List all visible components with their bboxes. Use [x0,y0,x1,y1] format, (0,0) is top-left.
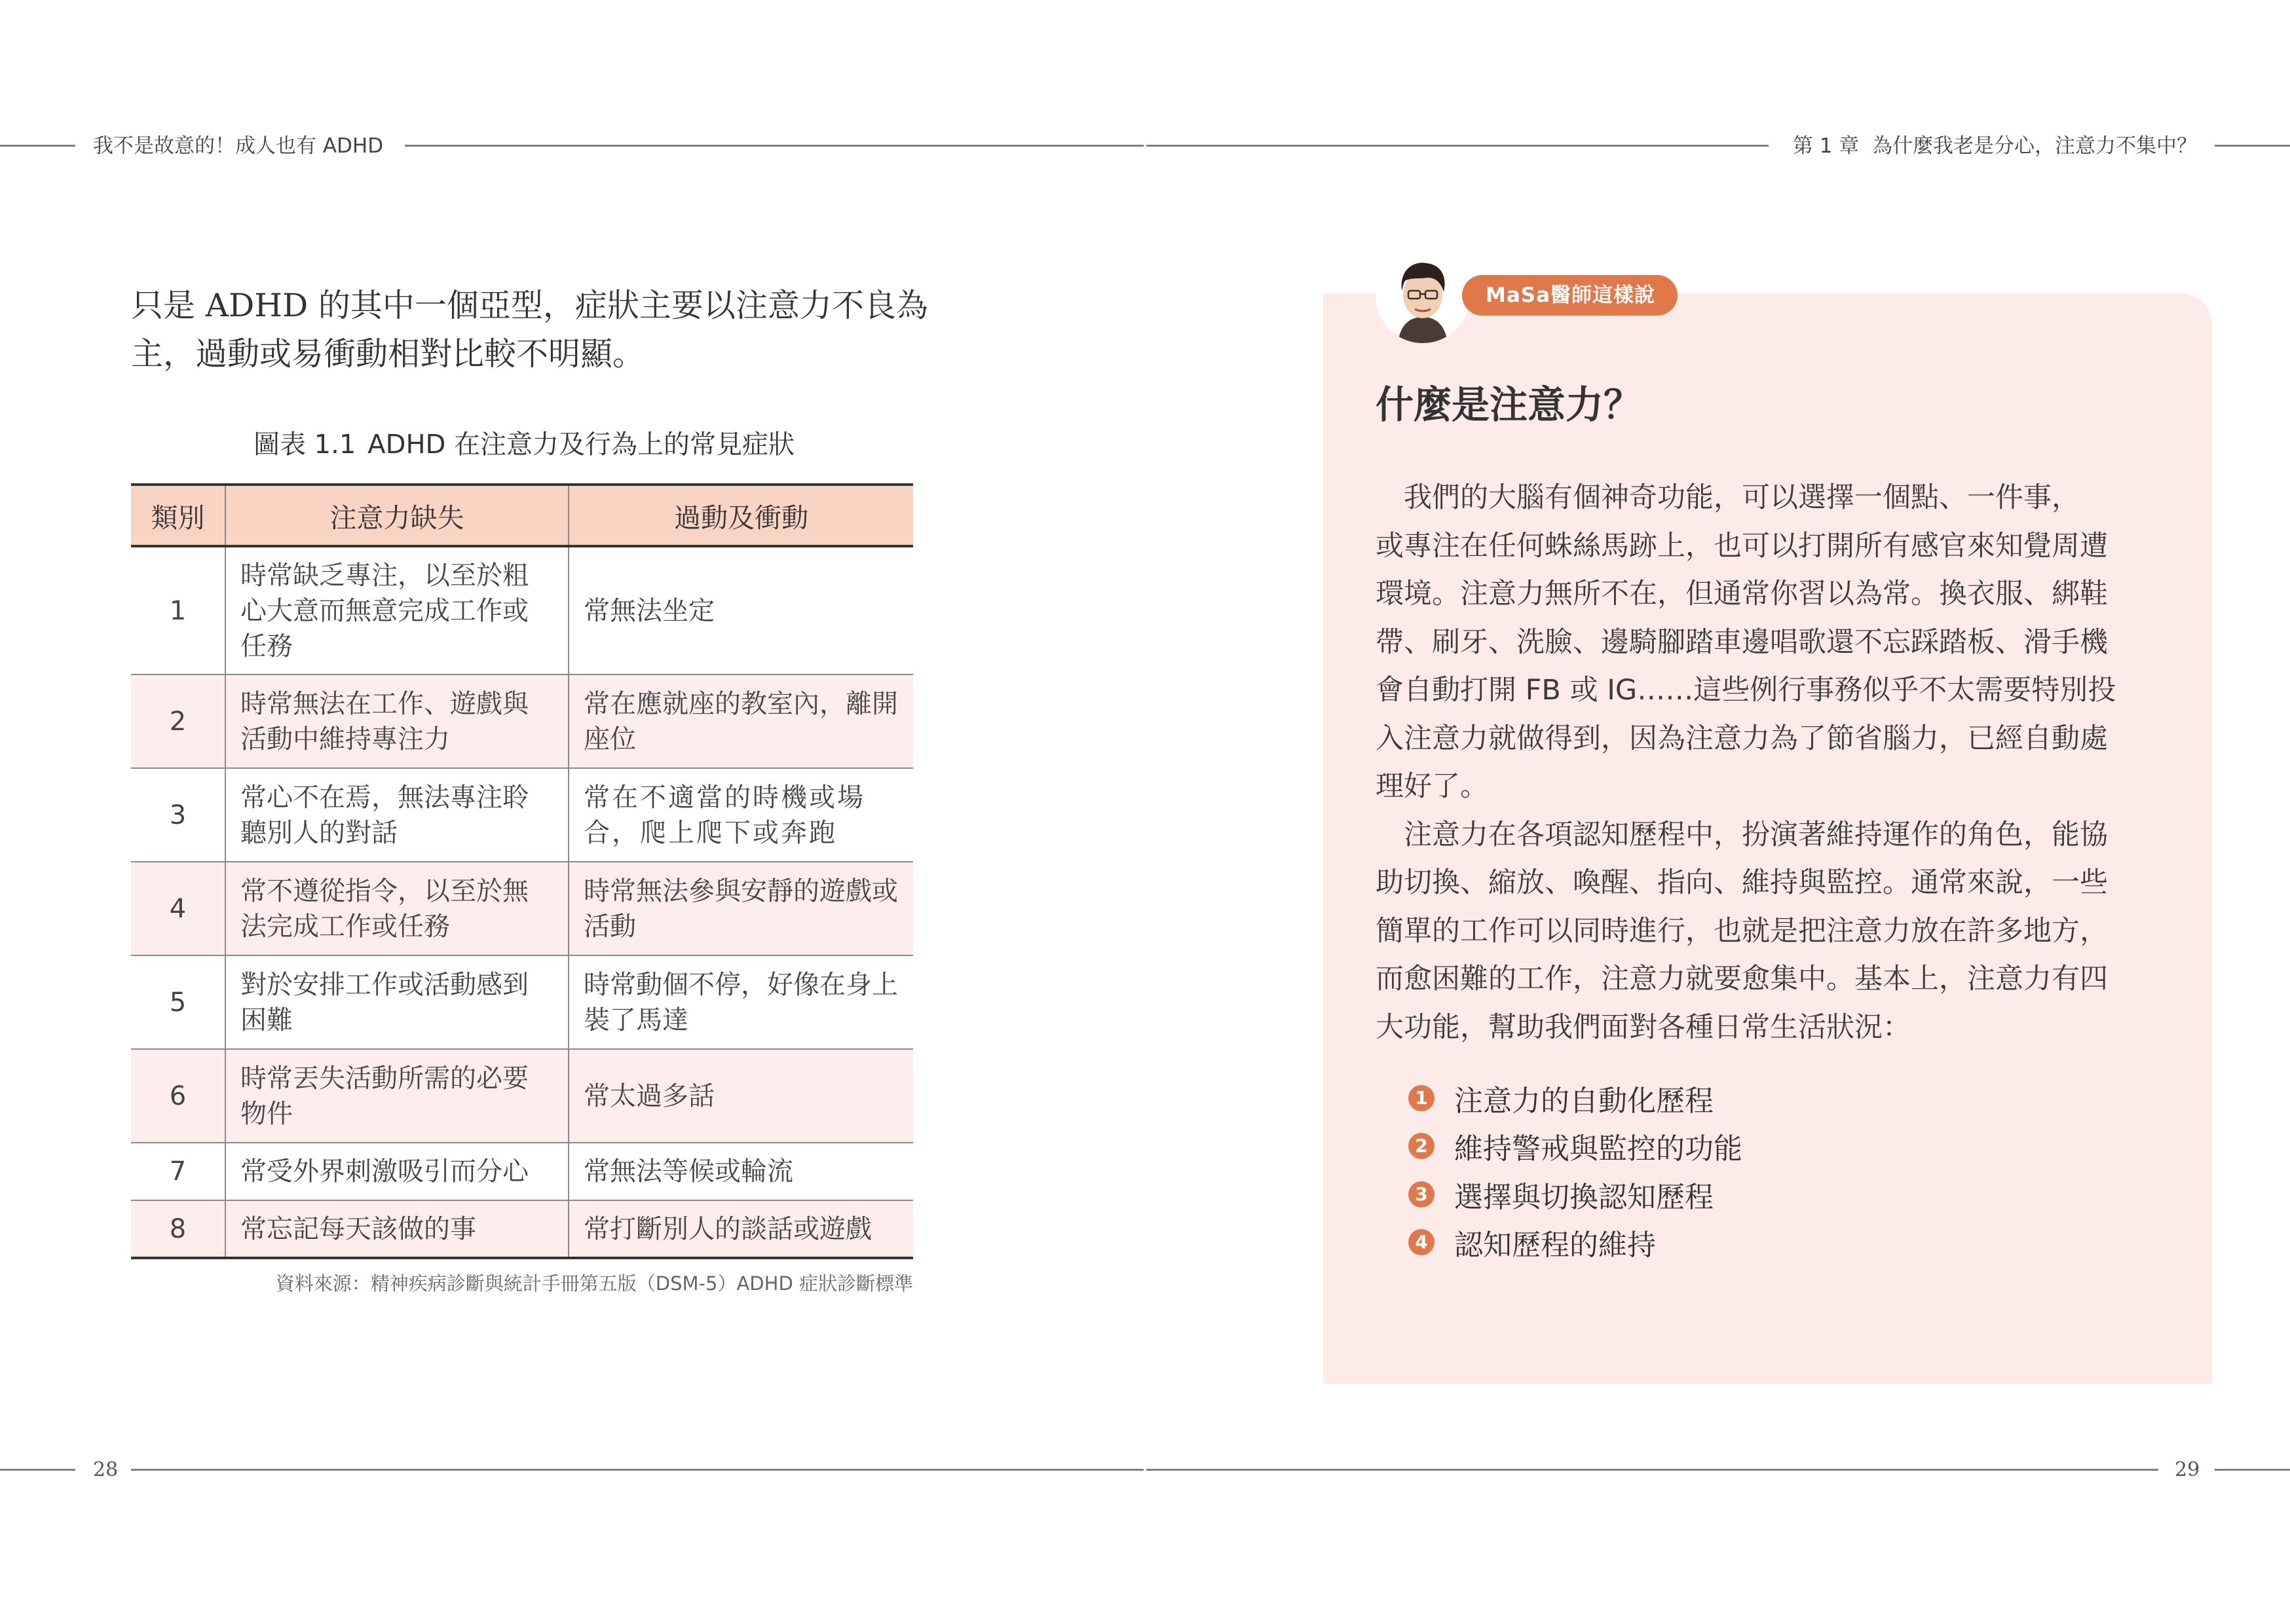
hyperactivity-cell: 常打斷別人的談話或遊戲 [569,1200,913,1258]
body-line: 帶、刷牙、洗臉、邊騎腳踏車邊唱歌還不忘踩踏板、滑手機 [1376,625,2108,659]
column-header-hyperactivity: 過動及衝動 [569,485,913,546]
symptom-table [131,483,913,1259]
column-header-attention: 注意力缺失 [225,485,569,546]
list-item [1408,1219,1742,1267]
list-item-text: 注意力的自動化歷程 [1454,1084,1714,1118]
hyperactivity-cell: 時常無法參與安靜的遊戲或活動 [569,862,913,955]
footer-rule-left-outer [0,1469,75,1471]
table-row [131,955,913,1049]
attention-cell: 常不遵從指令，以至於無法完成工作或任務 [225,862,569,955]
body-line: 理好了。 [1376,770,1488,803]
body-line: 入注意力就做得到，因為注意力為了節省腦力，已經自動處 [1376,722,2108,755]
attention-cell: 時常缺乏專注，以至於粗心大意而無意完成工作或任務 [225,546,569,674]
row-number: 5 [131,955,225,1049]
row-number: 2 [131,674,225,768]
table-caption-title: ADHD 在注意力及行為上的常見症狀 [367,430,795,460]
hyperactivity-cell: 常無法等候或輪流 [569,1143,913,1200]
body-line: 簡單的工作可以同時進行，也就是把注意力放在許多地方， [1376,914,2108,948]
attention-functions-list [1408,1074,1742,1266]
page-number-right: 29 [2175,1458,2200,1481]
attention-cell: 常心不在焉，無法專注聆聽別人的對話 [225,768,569,862]
header-rule-right-outer [2215,145,2290,147]
table-row [131,546,913,674]
table-row [131,1049,913,1143]
number-badge: 4 [1408,1229,1435,1255]
running-head-left: 我不是故意的！成人也有 ADHD [93,134,384,158]
number-badge: 1 [1408,1085,1435,1111]
running-head-right: 第 1 章 為什麼我老是分心，注意力不集中？ [1792,134,2197,158]
attention-cell: 時常丟失活動所需的必要物件 [225,1049,569,1143]
page-number-left: 28 [93,1458,119,1481]
table-caption-label: 圖表 1.1 [253,430,356,460]
table-row [131,768,913,862]
box-title: 什麼是注意力？ [1376,382,1642,427]
number-badge: 3 [1408,1181,1435,1208]
table-row [131,1200,913,1258]
doctor-portrait-icon [1376,249,1470,343]
doctor-says-tag: MaSa醫師這樣說 [1462,275,1678,316]
hyperactivity-cell: 常在應就座的教室內，離開座位 [569,674,913,768]
footer-rule-right-outer [2215,1469,2290,1471]
table-source-note: 資料來源：精神疾病診斷與統計手冊第五版（DSM-5）ADHD 症狀診斷標準 [275,1272,913,1295]
list-item [1408,1074,1742,1122]
body-line: 大功能，幫助我們面對各種日常生活狀況： [1376,1010,1911,1044]
row-number: 7 [131,1143,225,1200]
doctor-avatar [1376,249,1470,343]
intro-paragraph [131,282,928,378]
footer-rule-right [1146,1469,2158,1471]
list-item [1408,1170,1742,1219]
footer-rule-left [131,1469,1144,1471]
row-number: 8 [131,1200,225,1258]
body-line: 而愈困難的工作，注意力就要愈集中。基本上，注意力有四 [1376,963,2108,995]
table-caption [131,427,917,462]
attention-cell: 常受外界刺激吸引而分心 [225,1143,569,1200]
hyperactivity-cell: 常在不適當的時機或場合，爬上爬下或奔跑 [569,768,913,862]
table-row [131,1143,913,1200]
table-row [131,862,913,955]
header-rule-left [405,145,1144,147]
body-line: 助切換、縮放、喚醒、指向、維持與監控。通常來說，一些 [1376,866,2108,899]
number-badge: 2 [1408,1133,1435,1159]
hyperactivity-cell: 常無法坐定 [569,546,913,674]
body-line: 會自動打開 FB 或 IG……這些例行事務似乎不太需要特別投 [1376,674,2116,707]
list-item-text: 認知歷程的維持 [1454,1228,1656,1263]
list-item-text: 維持警戒與監控的功能 [1454,1132,1742,1166]
row-number: 4 [131,862,225,955]
header-rule-left-outer [0,145,75,147]
hyperactivity-cell: 時常動個不停，好像在身上裝了馬達 [569,955,913,1049]
attention-cell: 對於安排工作或活動感到困難 [225,955,569,1049]
body-line: 環境。注意力無所不在，但通常你習以為常。換衣服、綁鞋 [1376,578,2108,610]
hyperactivity-cell: 常太過多話 [569,1049,913,1143]
intro-line: 主，過動或易衝動相對比較不明顯。 [131,335,645,373]
attention-cell: 常忘記每天該做的事 [225,1200,569,1258]
row-number: 1 [131,546,225,674]
column-header-category: 類別 [131,485,225,546]
body-line: 我們的大腦有個神奇功能，可以選擇一個點、一件事， [1376,481,2080,514]
attention-cell: 時常無法在工作、遊戲與活動中維持專注力 [225,674,569,768]
table-row [131,674,913,768]
row-number: 3 [131,768,225,862]
table-header-row [131,485,913,546]
body-line: 或專注在任何蛛絲馬跡上，也可以打開所有感官來知覺周遭 [1376,529,2108,563]
list-item [1408,1122,1742,1171]
header-rule-right [1146,145,1769,147]
list-item-text: 選擇與切換認知歷程 [1454,1180,1714,1214]
intro-line: 只是 ADHD 的其中一個亞型，症狀主要以注意力不良為 [131,287,928,324]
box-body-text [1376,474,2162,1052]
body-line: 注意力在各項認知歷程中，扮演著維持運作的角色，能協 [1376,818,2108,851]
row-number: 6 [131,1049,225,1143]
